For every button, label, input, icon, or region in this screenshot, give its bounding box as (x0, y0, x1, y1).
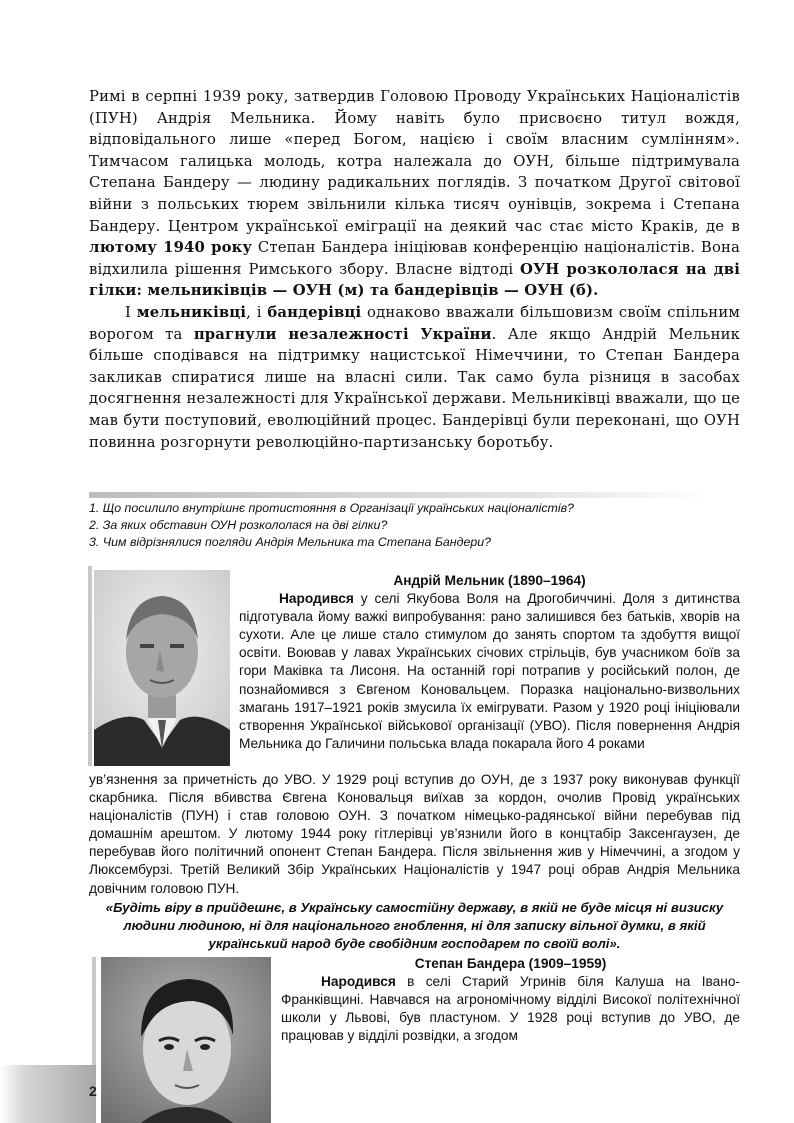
bandera-bio (281, 955, 740, 1045)
review-questions (89, 500, 749, 551)
melnyk-bio-part1: у селі Якубова Воля на Дрогобиччині. Доля з дитинства підготувала йому важкі випробування: рано залишився без батьків, хворів на сухоти. Але це лише стало стимулом до занять спортом та здобуття вищої освіти. Воював у лавах Українських січових стрільців, був учасником боїв за гори Маківка та Лисоня. На останній горі потрапив у російський полон, де познайомився з Євгеном Коновальцем. Поразка національно-визвольних змагань 1917–1921 років змусила їх емігрувати. Разом у 1920 році ініціювали створення Української військової організації (УВО). Після повернення Андрія Мельника до Галичини польська влада покарала його 4 роками (239, 591, 740, 751)
melnyk-title: Андрій Мельник (1890–1964) (393, 573, 586, 588)
melnyk-side-bar (88, 566, 92, 766)
page-number: 2 (89, 1083, 97, 1099)
bandera-bio-part1: в селі Старий Угринів біля Калуша на Івано-Франківщині. Навчався на агрономічному відділі Високої політехнічної школи у Львові, був пластуном. У 1928 році вступив до УВО, де працював у відділі розвідки, а згодом (281, 974, 740, 1044)
question-3: 3. Чим відрізнялися погляди Андрія Мельника та Степана Бандери? (89, 535, 492, 549)
bandera-born-label: Народився (321, 974, 396, 990)
main-text (89, 86, 740, 453)
text-run: , і (246, 303, 268, 321)
melnyk-portrait (94, 570, 230, 766)
text-run: І (125, 303, 137, 321)
text-run: Римі в серпні 1939 року, затвердив Головою Проводу Українських Націоналістів (ПУН) Андрія Мельника. Йому навіть було присвоєно титул вождя, відповідального лише «перед Богом, нацією і своїм власним сумлінням». Тимчасом галицька молодь, котра належала до ОУН, більше підтримувала Степана Бандеру — людину радикальних поглядів. З початком Другої світової війни з польських тюрем звільнили кілька тисяч оунівців, зокрема і Степана Бандеру. Центром української еміграції на деякий час стає місто Краків, де в (89, 88, 740, 235)
paragraph-1 (89, 86, 740, 302)
melnyk-born-label: Народився (279, 591, 354, 607)
bandera-bio-text (281, 973, 740, 1045)
page-corner-tab (0, 1065, 96, 1123)
text-run: лютому 1940 року (89, 239, 253, 257)
melnyk-quote: «Будіть віру в прийдешнє, в Українську самостійну державу, в якій не буде місця ні визиску людини людиною, ні для національного гноблення, ні для записку вільної думки, в якій український народ буде свобідним господарем по своїй волі». (105, 900, 724, 952)
text-run: Степан Бандера ініціював конференцію націоналістів. Вона відхилила рішення Римського збору. Власне відтоді (89, 239, 740, 278)
melnyk-bio-right (239, 572, 740, 753)
text-run: ОУН розкололася на дві гілки: мельниківців — ОУН (м) та бандерівців — ОУН (б). (89, 260, 740, 300)
melnyk-bio-continued: ув’язнення за причетність до УВО. У 1929 році вступив до ОУН, де з 1937 року виконував функції скарбника. Після вбивства Євгена Коновальця виїхав за кордон, очолив Провід українських націоналістів (ПУН) і став головою ОУН. З початком німецько-радянської війни перебував під домашнім арештом. У лютому 1944 року гітлерівці ув’язнили його в концтабір Заксенгаузен, де перебував його політичний опонент Степан Бандера. Після звільнення жив у Німеччині, а згодом у Люксембурзі. Третій Великий Збір Українських Націоналістів у 1947 році обрав Андрія Мельника довічним головою ПУН. (89, 772, 740, 896)
questions-divider (89, 492, 709, 498)
question-1: 1. Що посилило внутрішнє протистояння в Організації українських націоналістів? (89, 501, 574, 515)
paragraph-2 (89, 302, 740, 453)
bandera-portrait (101, 957, 271, 1123)
text-run: бандерівці (267, 303, 362, 321)
text-run: прагнули незалежності України (193, 325, 492, 343)
melnyk-bio-text (239, 590, 740, 753)
text-run: мельниківці (136, 303, 247, 321)
text-run: однаково вважали більшовизм своїм спільним ворогом та (89, 303, 740, 343)
bandera-title: Степан Бандера (1909–1959) (414, 956, 607, 971)
question-2: 2. За яких обставин ОУН розкололася на дві гілки? (89, 518, 388, 532)
text-run: . Але якщо Андрій Мельник більше сподівався на підтримку нацистської Німеччини, то Степан Бандера закликав спиратися лише на власні сили. Так само була різниця в засобах досягнення незалежності для Української держави. Мельниківці вважали, що це мав бути поступовий, еволюційний процес. Бандерівці були переконані, що ОУН повинна розгорнути революційно-партизанську боротьбу. (89, 325, 740, 451)
